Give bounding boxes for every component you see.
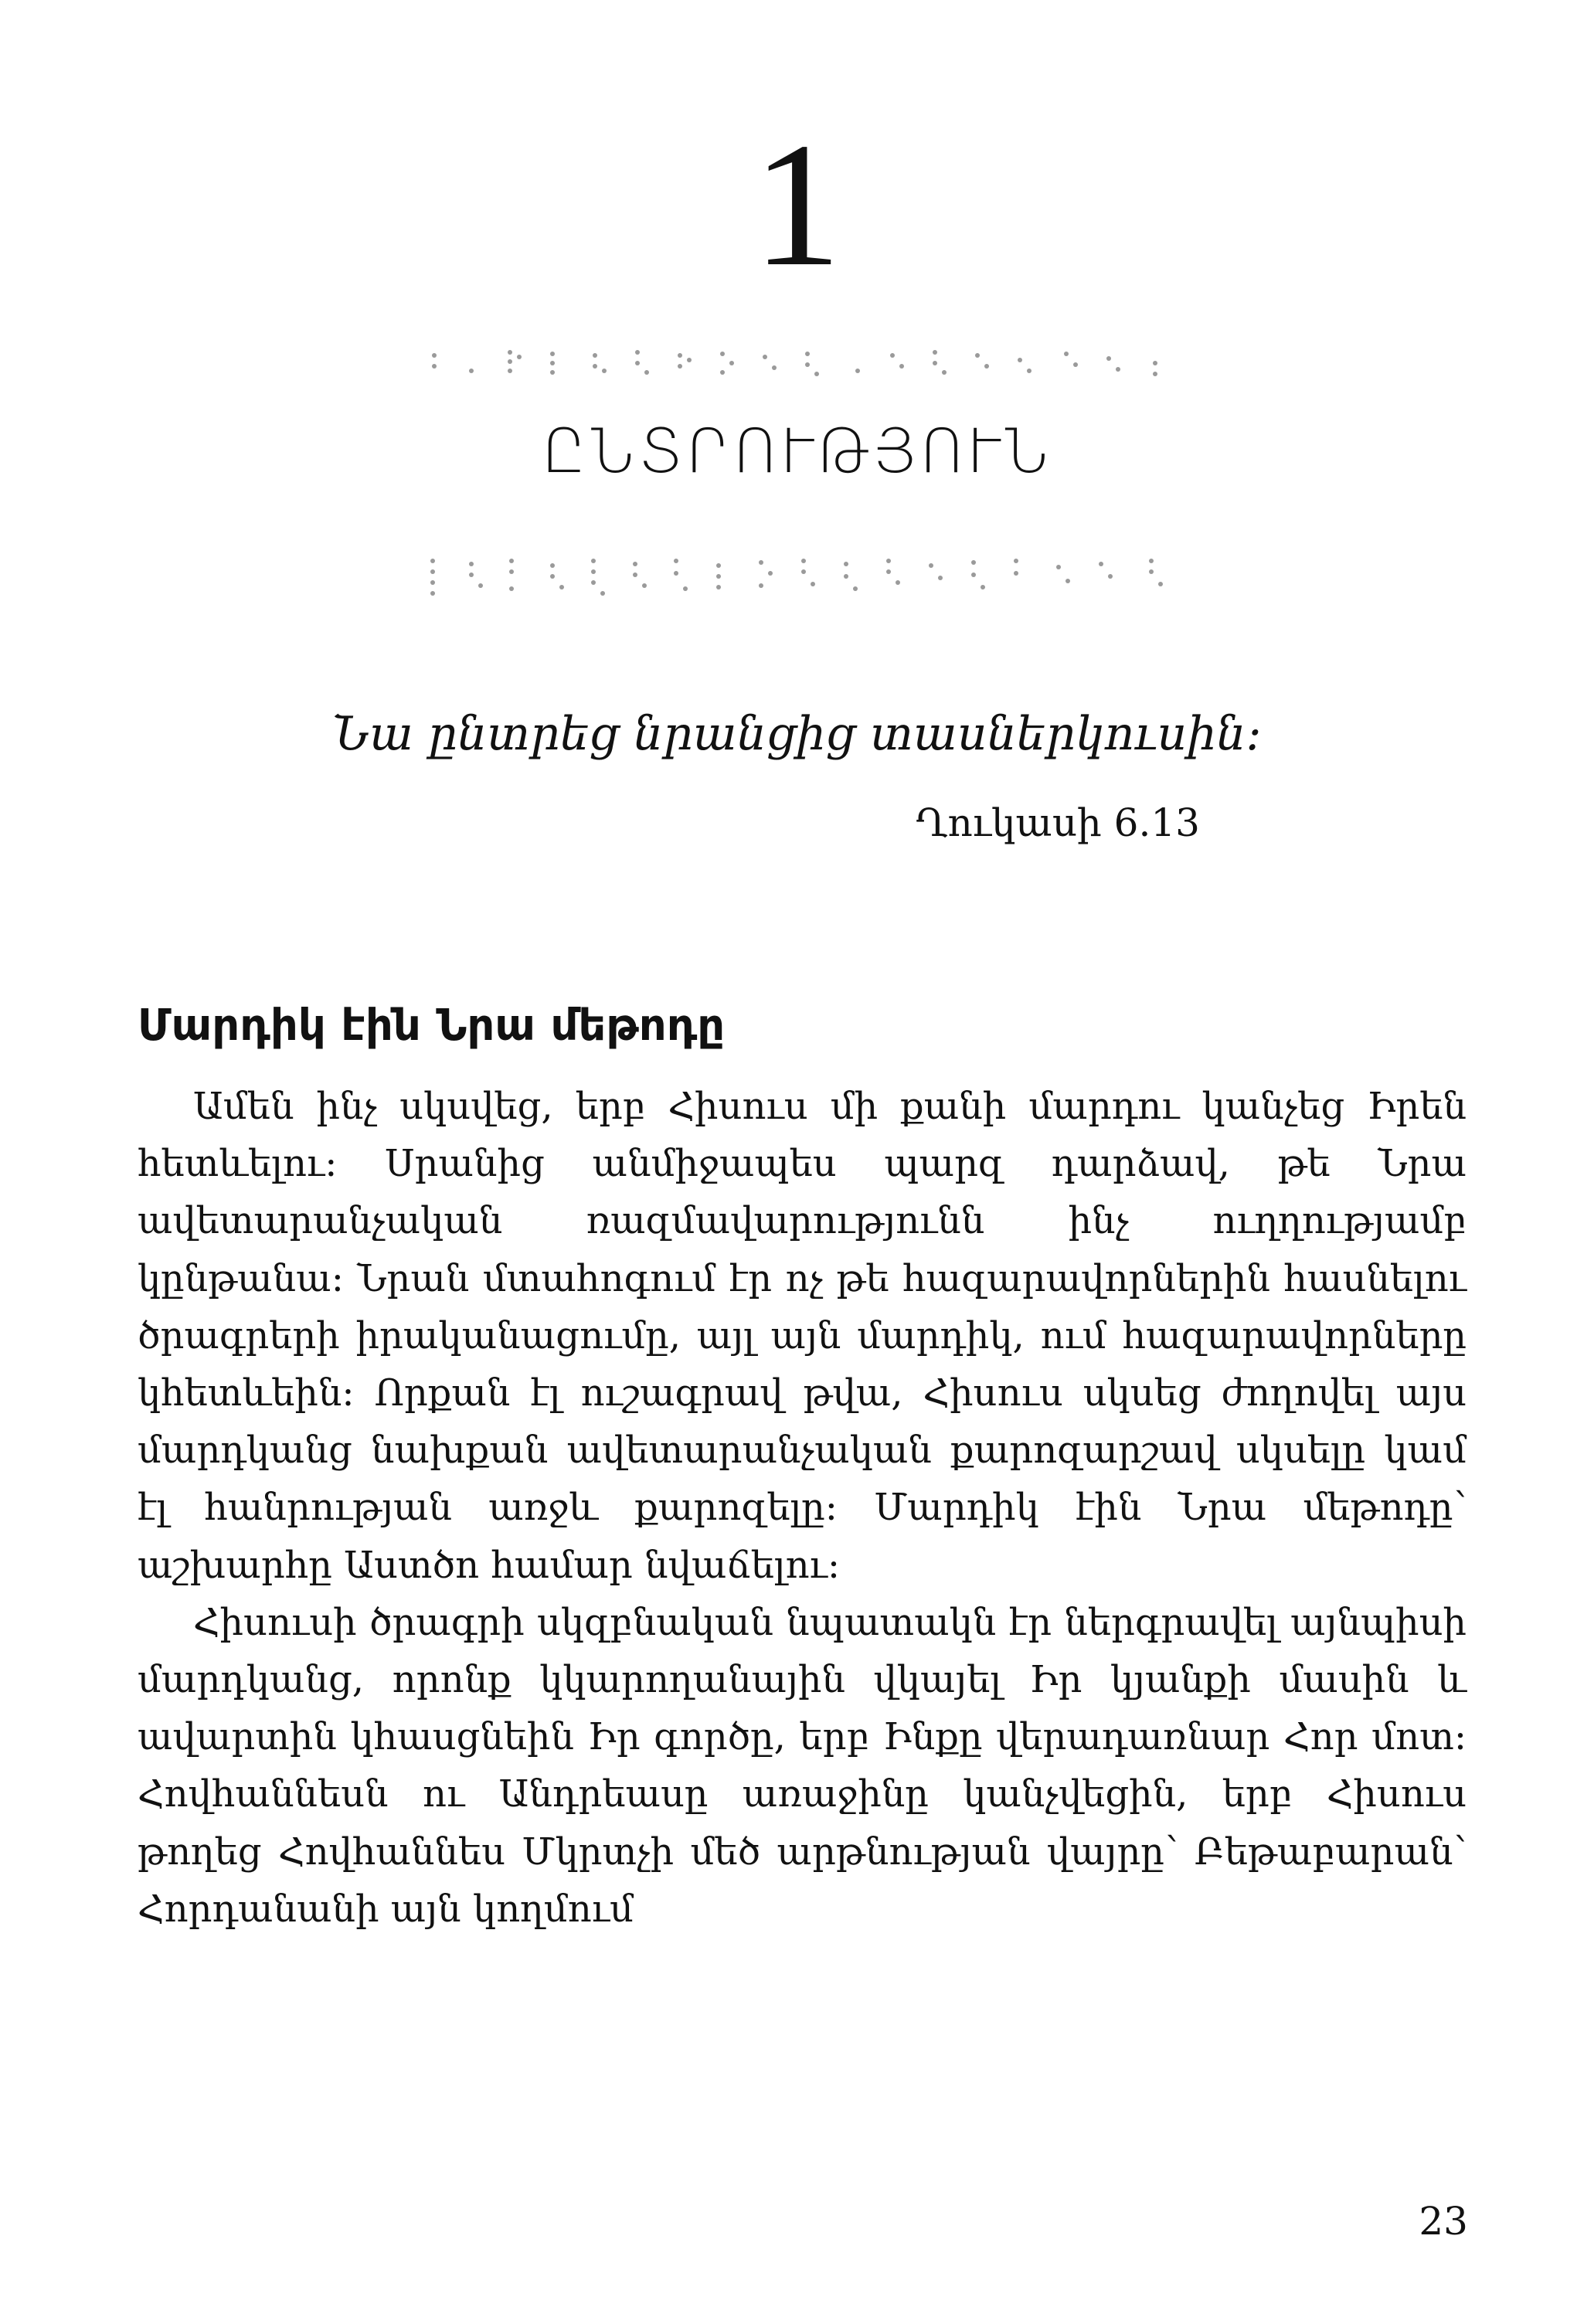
body-text [138,1078,1467,1938]
chapter-number: 1 [753,106,841,303]
decorative-dot-border-top [425,340,1167,386]
section-heading: Մարդիկ էին Նրա մեթոդը [138,1001,726,1051]
epigraph-reference: Ղուկասի 6.13 [915,800,1200,845]
paragraph: Հիսուսի ծրագրի սկզբնական նպատակն էր ներգրավել այնպիսի մարդկանց, որոնք կկարողանային վկայել Իր կյանքի մասին և ավարտին կհասցնեին Իր գործը, երբ Ինքը վերադառնար Հոր մոտ: Հովհաննեսն ու Անդրեասը առաջինը կանչվեցին, երբ Հիսուս թողեց Հովհաննես Մկրտչի մեծ արթնության վայրը՝ Բեթաբարան՝ Հորդանանի այն կողմում [138,1600,1467,1931]
page-number: 23 [1419,2199,1468,2244]
paragraph: Ամեն ինչ սկսվեց, երբ Հիսուս մի քանի մարդու կանչեց Իրեն հետևելու: Սրանից անմիջապես պարզ դարձավ, թե Նրա ավետարանչական ռազմավարությունն ինչ ուղղությամբ կընթանա: Նրան մտահոգում էր ոչ թե հազարավորներին հասնելու ծրագրերի իրականացումը, այլ այն մարդիկ, ում հազարավորները կհետևեին: Որքան էլ ուշագրավ թվա, Հիսուս սկսեց ժողովել այս մարդկանց նախքան ավետարանչական քարոզարշավ սկսելը կամ էլ հանրության առջև քարոզելը: Մարդիկ էին Նրա մեթոդը՝ աշխարհը Աստծո համար նվաճելու: [138,1085,1467,1587]
decorative-dot-border-bottom [425,550,1167,604]
epigraph-quote: Նա ընտրեց նրանցից տասներկուսին: [332,707,1262,761]
chapter-title: ԸՆՏՐՈՒԹՅՈՒՆ [542,417,1052,487]
